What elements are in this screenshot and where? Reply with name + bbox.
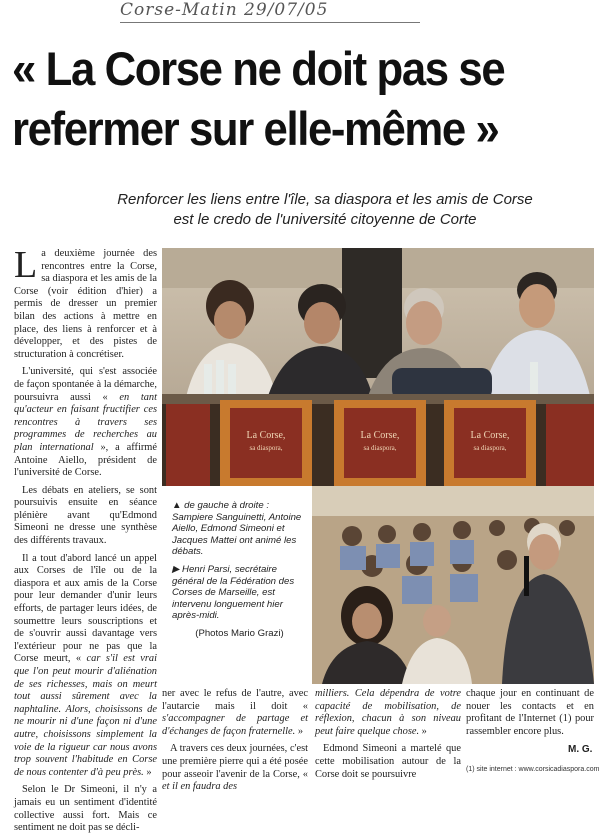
footnote: (1) site internet : www.corsicadiaspora.com	[466, 766, 600, 773]
panel-photo-illustration	[162, 248, 594, 486]
caption-2: Henri Parsi, secrétaire général de la Fédération des Corses de Marseille, est intervenu longuement hier après-midi.	[172, 563, 295, 622]
paragraph-5: Selon le Dr Simeoni, il n'y a jamais eu un sentiment d'identité collective aussi fort. Mais ce sentiment ne doit pas se décli-	[14, 784, 157, 834]
svg-text:La Corse,: La Corse,	[470, 430, 510, 441]
dropcap: L	[14, 244, 38, 286]
svg-text:sa diaspora,: sa diaspora,	[363, 444, 397, 452]
photo-captions	[172, 500, 307, 646]
deck-line-1: Renforcer les liens entre l'île, sa diaspora et les amis de Corse	[117, 191, 533, 208]
column-4-paragraph: chaque jour en continuant de nouer les contacts et en profitant de l'Internet (1) pour rassembler encore plus.	[466, 688, 594, 737]
deck	[60, 190, 590, 229]
poster-2	[220, 400, 312, 486]
svg-text:La Corse,: La Corse,	[360, 430, 400, 441]
caption-1: de gauche à droite : Sampiere Sanguinetti, Antoine Aiello, Edmond Simeoni et Jacques Mattei ont animé les débats.	[172, 500, 302, 558]
signature: M. G.	[568, 744, 593, 755]
headline-line-2: refermer sur elle-même »	[12, 102, 499, 155]
article-column-2: ner avec le refus de l'autre, avec l'autarcie mais il doit « s'accompagner de partage et d'échanges de façon fraternelle. » A travers ces deux journées, c'est une première pierre qui a été posée pour asseoir l'avenir de la Corse, « et il en faudra des	[162, 688, 308, 793]
poster-4	[444, 400, 536, 486]
article-column-3: milliers. Cela dépendra de votre capacité de mobilisation, de réflexion, chacun à son niveau peut faire quelque chose. » Edmond Simeoni a martelé que cette mobilisation autour de la Corse doit se poursuivre	[315, 688, 461, 780]
caption-bullet-icon: ▲	[172, 500, 185, 511]
handwritten-annotation: Corse-Matin 29/07/05	[120, 0, 420, 23]
article-column-4	[466, 688, 594, 743]
poster-5	[546, 404, 594, 486]
poster-1	[166, 404, 210, 486]
headline-line-1: « La Corse ne doit pas se	[12, 42, 505, 95]
panel-photo	[162, 248, 594, 486]
article-column-1: La deuxième journée des rencontres entre la Corse, sa diaspora et les amis de la Corse (voir édition d'hier) a permis de dresser un premier bilan des actions à mettre en place, des liens à renforcer et à développer, et des pistes de structuration à concrétiser. L'université, qui s'est associée de façon spontanée à la démarche, poursuivra aussi « en tant qu'acteur en faisant fructifier ces rencontres à travers ses programmes de recherches au plan international », a affirmé Antoine Aiello, président de l'université de Corse. Les débats en ateliers, se sont poursuivis ensuite en séance plénière avant qu'Edmond Simeoni ne dresse une synthèse des différents travaux. Il a tout d'abord lancé un appel aux Corses de l'île ou de la diaspora et aux amis de la Corse pour leur demander d'unir leurs efforts, de partager leurs idées, de soumettre leurs souscriptions et de s'ouvrir aussi davantage vers l'extérieur pour ne pas que la Corse meurt, « car s'il est vrai que l'on peut mourir d'aliénation de ses richesses, mais on meurt tout aussi sûrement avec la naphtaline. Alors, choisissons de ne mourir ni d'une façon ni d'une autre, choisissons simplement la voie de la rigueur car nous avons trop souvent l'habitude en Corse de nous contenter d'à peu près. » Selon le Dr Simeoni, il n'y a jamais eu un sentiment d'identité collective aussi fort. Mais ce sentiment ne doit pas se décli-	[14, 244, 157, 834]
svg-text:La Corse,: La Corse,	[246, 430, 286, 441]
column-3-paragraph-2: Edmond Simeoni a martelé que cette mobilisation autour de la Corse doit se poursuivre	[315, 743, 461, 780]
svg-text:sa diaspora,: sa diaspora,	[473, 444, 507, 452]
poster-3	[334, 400, 426, 486]
audience-photo	[312, 486, 594, 684]
paragraph-1: a deuxième journée des rencontres entre la Corse, sa diaspora et les amis de la Corse (voir édition d'hier) a permis de dresser un premier bilan des actions à mettre en place, des liens à renforcer et à développer, et des pistes de structuration à concrétiser.	[14, 248, 157, 360]
deck-line-2: est le credo de l'université citoyenne de Corte	[173, 210, 477, 228]
audience-photo-illustration	[312, 486, 594, 684]
photo-credit: (Photos Mario Grazi)	[195, 627, 284, 639]
caption-bullet-icon: ▶	[172, 563, 183, 575]
svg-text:sa diaspora,: sa diaspora,	[249, 444, 283, 452]
paragraph-3: Les débats en ateliers, se sont poursuivis ensuite en séance plénière avant qu'Edmond Simeoni ne dresse une synthèse des différents travaux.	[14, 484, 157, 547]
